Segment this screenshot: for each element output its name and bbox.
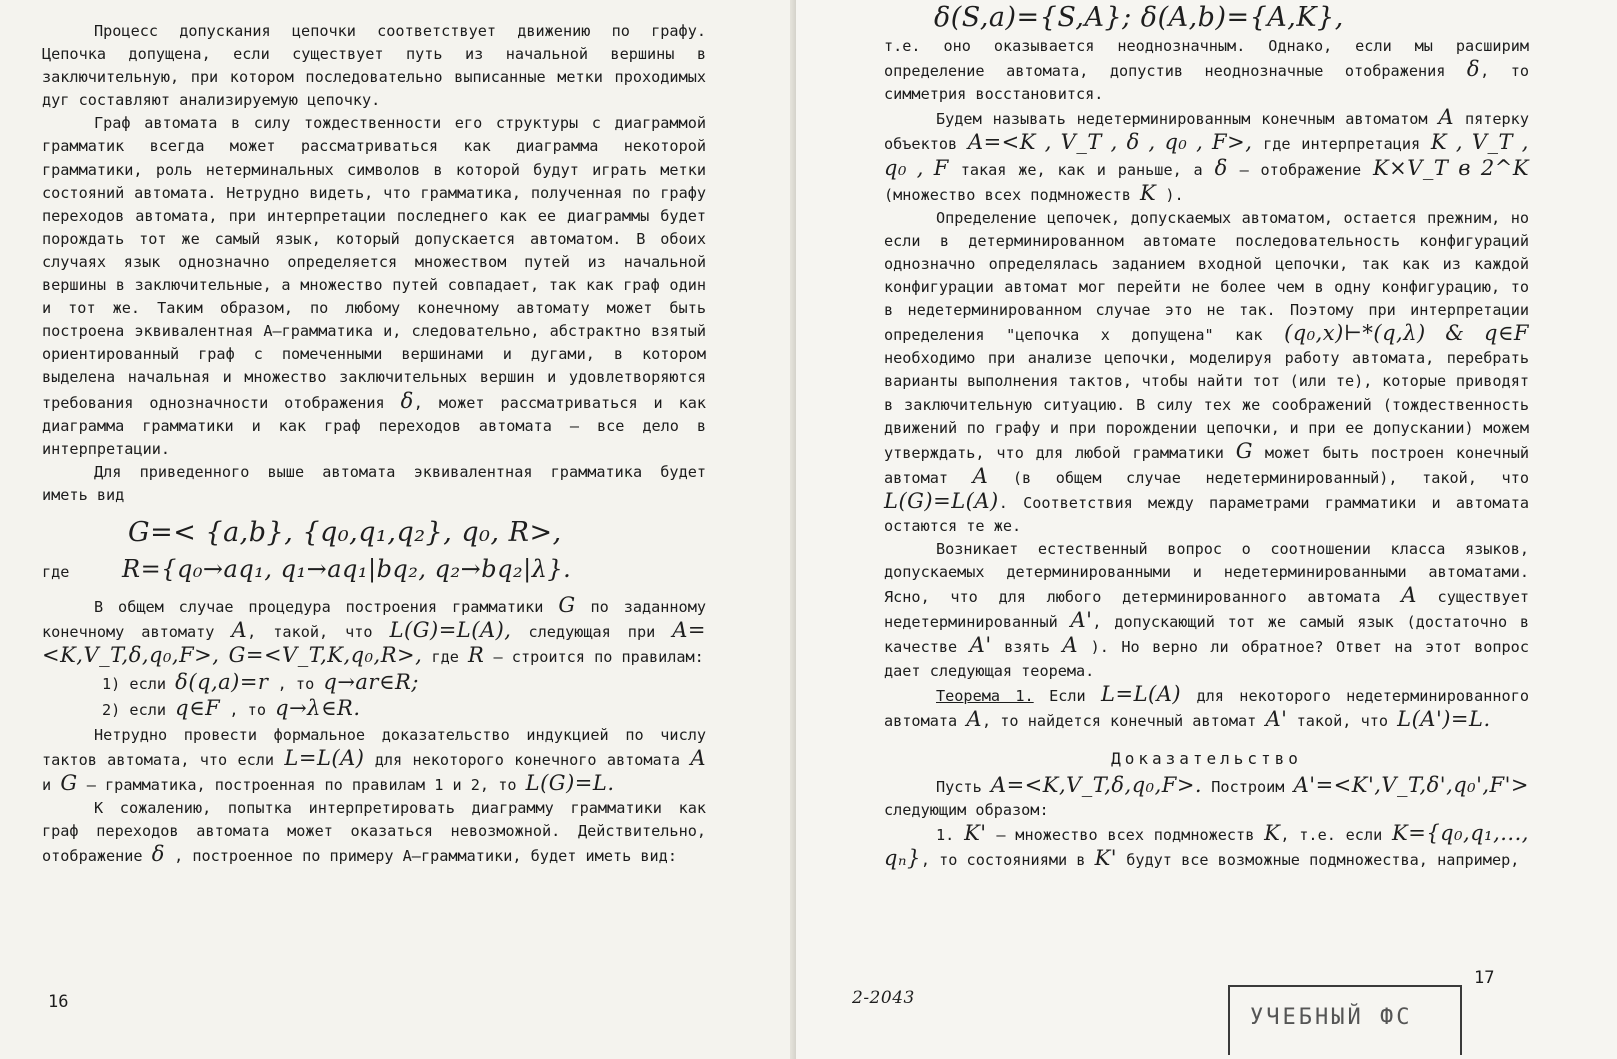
rule-2: [102, 697, 706, 722]
left-page-text: [42, 20, 706, 868]
left-page: [0, 0, 796, 1059]
r-p1-delta: δ: [1466, 57, 1481, 82]
pr-text-b: Построим: [1211, 777, 1285, 796]
rule-2-then: , то: [229, 700, 266, 719]
r-p2-delta: δ: [1214, 155, 1228, 180]
th-text-d: такой, что: [1296, 711, 1388, 730]
r-p3-a: A: [972, 463, 989, 488]
item-1-text-d: , то состояниями в: [920, 851, 1086, 870]
rules-formula: [42, 555, 706, 584]
right-page-text: [884, 2, 1530, 872]
p4-text-b: по заданному конечному автомату: [42, 598, 706, 642]
pr-text-c: следующим образом:: [884, 801, 1049, 819]
page-number-left: 16: [48, 992, 69, 1012]
left-paragraph-4: [42, 594, 706, 669]
r-p3-eq: L(G)=L(A): [884, 488, 999, 513]
r-p3-cond: (q₀,x)⊢*(q,λ) & q∈F: [1284, 321, 1529, 346]
left-paragraph-2: [42, 112, 706, 460]
p5-g: G: [60, 770, 78, 795]
p4-eq: L(G)=L(A),: [389, 618, 512, 643]
rule-2-cond: q∈F: [175, 695, 221, 720]
r-p4-text-c: , допускающий тот же самый язык (достаточно в качестве: [884, 613, 1529, 657]
r-p1-text-b: , то симметрия восстановится.: [884, 62, 1529, 104]
item-1-k-prime-2: K': [1094, 846, 1118, 871]
proof-item-1: [884, 822, 1529, 872]
p4-a: A: [231, 618, 248, 643]
r-p2-text-f: (множество всех подмножеств: [884, 185, 1131, 204]
r-p2-map: K×V_T в 2^K: [1372, 155, 1530, 180]
th-text-a: Если: [1049, 686, 1086, 705]
r-p2-text-e: – отображение: [1239, 160, 1362, 179]
right-paragraph-4: [884, 538, 1529, 683]
proof-intro: [884, 774, 1529, 822]
th-text-b: для некоторого недетерминированного автомата: [884, 686, 1529, 730]
r-p4-text-b: существует недетерминированный: [884, 588, 1529, 632]
right-paragraph-1: [884, 35, 1529, 106]
rule-1-cond: δ(q,a)=r: [175, 670, 269, 695]
print-code-text: 2-2043: [852, 988, 915, 1008]
theorem-1: [884, 683, 1529, 733]
item-1-text-b: – множество всех подмножеств: [996, 826, 1255, 845]
p6-text-b: , построенное по примеру А–грамматики, будет иметь вид:: [174, 847, 677, 866]
left-paragraph-2-text: Граф автомата в силу тождественности его структуры с диаграммой грамматик всегда может рассматриваться как диаграмма некоторой грамматики, роль нетерминальных символов в которой будут играть метки состояний автомата. Нетрудно видеть, что грамматика, полученная по графу переходов автомата, при интерпретации последнего как ее диаграммы будет порождать тот же самый язык, который допускается автоматом. В обоих случаях язык однозначно определяется множеством путей из начальной вершины в заключительные, а множество путей совпадает, так как граф один и тот же. Таким образом, по любому конечному автомату может быть построена эквивалентная А–грамматика и, следовательно, абстрактно взятый ориентированный граф с помеченными вершинами и дугами, в котором выделена начальная и множество заключительных вершин и удовлетворяются требования однозначности отображения: [42, 114, 706, 412]
left-paragraph-2-end: , может рассматриваться и как диаграмма грамматики и как граф переходов автомата – все дело в интерпретации.: [42, 393, 707, 458]
r-p3-text-b: необходимо при анализе цепочки, моделируя работу автомата, перебрать варианты выполнения тактов, чтобы найти тот (или те), которые приводят в заключительную ситуацию. В силу тех же соображений (тождественность движений по графу и при порождении цепочки, и при ее допускании) можем утверждать, что для любой грамматики: [884, 349, 1529, 462]
p5-text-d: – грамматика, построенная по правилам 1 и 2, то: [86, 775, 517, 794]
th-a-prime: A': [1265, 706, 1288, 731]
p4-text-c: , такой, что: [247, 623, 373, 642]
rule-2-result: q→λ∈R.: [275, 695, 361, 720]
left-paragraph-5: [42, 724, 706, 797]
delta-mapping-formula: [934, 2, 1529, 33]
r-p3-text-a: Определение цепочек, допускаемых автоматом, остается прежним, но если в детерминированном автомате последовательность конфигураций однозначно определялась заданием входной цепочки, так как из каждой конфигурации автомат мог перейти не более чем в одну конфигурацию, то в недетерминированном случае это не так. Поэтому при интерпретации определения: [884, 208, 1529, 345]
rule-1-label: 1) если: [102, 675, 167, 694]
rules-list: [42, 671, 706, 721]
th-a: A: [966, 706, 982, 731]
p4-text-f: – строится по правилам:: [493, 648, 704, 667]
rule-2-label: 2) если: [102, 700, 167, 719]
r-p4-text-d: взять: [1004, 638, 1050, 657]
r-p4-text-e: ). Но верно ли обратное? Ответ на этот вопрос дает следующая теорема.: [884, 638, 1529, 680]
item-1-text-e: будут все возможные подмножества, например,: [1126, 851, 1520, 870]
item-1-number: 1.: [936, 826, 955, 845]
item-1-set: K={q₀,q₁,..., qₙ}: [884, 821, 1529, 871]
rule-1-result: q→ar∈R;: [323, 670, 419, 695]
p6-text-a: К сожалению, попытка интерпретировать диаграмму грамматики как граф переходов автомата может оказаться невозможной. Действительно, отображение: [42, 798, 706, 866]
item-1-k: K: [1264, 821, 1281, 846]
r-p4-a-2: A: [1062, 633, 1079, 658]
delta-symbol: δ: [400, 388, 414, 413]
pr-def-2: A'=<K',V_T,δ',q₀',F'>: [1293, 772, 1529, 797]
p5-text-c: и: [42, 775, 52, 794]
p4-adef: A=<K,V_T,δ,q₀,F>,: [42, 618, 707, 668]
r-p2-list: K , V_T , q₀ , F: [884, 130, 1529, 180]
delta-mapping-text: δ(S,a)={S,A}; δ(A,b)={A,K},: [934, 2, 1344, 33]
p4-text-e: где: [431, 648, 459, 667]
th-result: L(A')=L.: [1397, 706, 1491, 731]
pr-def: A=<K,V_T,δ,q₀,F>.: [990, 772, 1203, 797]
right-paragraph-2: [884, 106, 1529, 206]
rule-1-then: , то: [277, 675, 315, 694]
right-paragraph-3: [884, 207, 1529, 538]
r-p2-text-a: Будем называть недетерминированным конечным автоматом: [936, 110, 1428, 129]
p5-text-a: Нетрудно провести формальное доказательство индукцией по числу тактов автомата, что если: [42, 725, 706, 769]
r-p2-def: A=<K , V_T , δ , q₀ , F>,: [967, 130, 1253, 155]
pr-text-a: Пусть: [936, 777, 982, 796]
p6-delta: δ: [151, 842, 165, 867]
item-1-k-prime: K': [964, 821, 987, 846]
left-paragraph-3: Для приведенного выше автомата эквивалентная грамматика будет иметь вид: [42, 462, 706, 504]
p4-text-a: В общем случае процедура построения грамматики: [94, 598, 544, 617]
print-code: [852, 988, 915, 1008]
p5-text-b: для некоторого конечного автомата: [374, 750, 680, 769]
r-p2-text-b: пятерку объектов: [884, 110, 1529, 154]
grammar-formula: [42, 516, 706, 548]
r-p3-text-c: может быть построен конечный автомат: [884, 443, 1529, 487]
p5-eq: L=L(A): [284, 745, 365, 770]
r-p2-a: A: [1438, 105, 1455, 130]
where-label: где: [42, 563, 70, 582]
item-1-text-c: , т.е. если: [1280, 826, 1383, 845]
r-p4-a-prime-2: A': [969, 633, 992, 658]
left-paragraph-1: Процесс допускания цепочки соответствует движению по графу. Цепочка допущена, если существует путь из начальной вершины в заключительную, при котором последовательно выписанные метки проходимых дуг составляют анализируемую цепочку.: [42, 22, 706, 110]
r-p4-a-prime: A': [1070, 608, 1093, 633]
right-page: [796, 0, 1617, 1059]
r-p4-a: A: [1401, 583, 1417, 608]
grammar-formula-text: G=< {a,b}, {q₀,q₁,q₂}, q₀, R>,: [128, 516, 562, 548]
p4-text-d: следующая при: [528, 623, 656, 642]
proof-heading: Доказательство: [1111, 748, 1302, 768]
r-p2-k: K: [1140, 180, 1157, 205]
p4-gdef: G=<V_T,K,q₀,R>,: [228, 643, 423, 668]
p4-r: R: [468, 643, 485, 668]
rule-1: [102, 671, 706, 696]
left-paragraph-6: [42, 797, 706, 868]
r-p1-text-a: т.е. оно оказывается неоднозначным. Однако, если мы расширим определение автомата, допустив неоднозначные отображения: [884, 37, 1529, 81]
r-p3-quote: "цепочка x допущена" как: [1006, 326, 1263, 345]
r-p4-text-a: Возникает естественный вопрос о соотношении класса языков, допускаемых детерминированными и недетерминированными автоматами. Ясно, что для любого детерминированного автомата: [884, 540, 1529, 607]
theorem-label: Теорема 1.: [936, 686, 1034, 705]
p5-result: L(G)=L.: [525, 770, 615, 795]
th-text-c: , то найдется конечный автомат: [981, 711, 1257, 730]
p5-a: A: [690, 745, 706, 770]
th-eq: L=L(A): [1101, 681, 1182, 706]
page-number-right: 17: [1474, 968, 1495, 988]
r-p2-text-d: такая же, как и раньше, а: [960, 160, 1203, 179]
r-p3-text-e: . Соответствия между параметрами грамматики и автомата остаются те же.: [884, 493, 1529, 535]
r-p2-text-g: ).: [1165, 185, 1184, 204]
p4-g: G: [558, 593, 576, 618]
r-p2-text-c: где интерпретация: [1263, 135, 1421, 154]
r-p3-text-d: (в общем случае недетерминированный), такой, что: [1012, 468, 1529, 487]
r-p3-g: G: [1235, 438, 1254, 463]
rules-formula-text: R={q₀→aq₁, q₁→aq₁|bq₂, q₂→bq₂|λ}.: [122, 555, 572, 584]
library-stamp: УЧЕБНЫЙ ФС: [1228, 985, 1462, 1055]
